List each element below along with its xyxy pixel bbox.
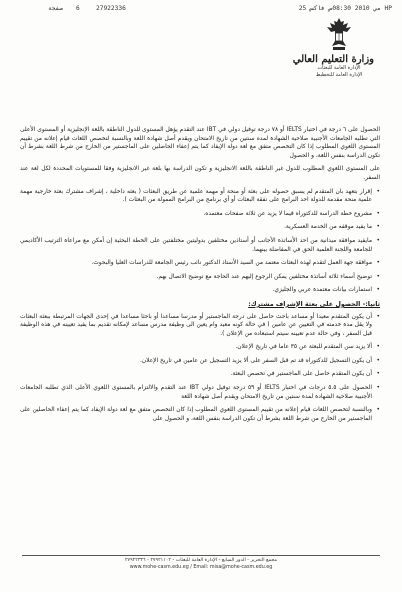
bullet-icon: • xyxy=(376,357,380,364)
list-item-text: موافقة جهة العمل لتقدم لهذه البعثات معتمد من السيد الأستاذ الدكتور نائب رئيس الجامعة للدراسات العليا والبحوث. xyxy=(91,260,372,267)
bullet-icon: • xyxy=(376,287,380,294)
list-item xyxy=(20,237,380,254)
list-item-text: مايفيد موافقة ميدانية من احد الأساتذة الأجانب أو أستاذين مختلفين بدوليتين مختلفتين على الخطة البحثية إن أمكن مع مراعاة الترتيب الأكاديمي للجامعة واللجنة العلمية الحق في المفاضلة بينهما. xyxy=(20,237,372,253)
list-item xyxy=(20,357,380,366)
bullet-icon: • xyxy=(376,371,380,378)
bullet-icon: • xyxy=(376,407,380,414)
bullet-icon: • xyxy=(376,224,380,231)
list-item xyxy=(20,313,380,339)
list-item xyxy=(20,370,380,379)
department-line: الإدارة العامة للبعثات xyxy=(317,65,361,71)
ministry-name: وزارة التعليم العالي xyxy=(292,54,374,65)
list-item-text: الحصول على ٥.٥ درجات في اختبار IELTS أو ٥٩ درجة توفيل دولي IBT عند التقدم والالتزام بالمستوى اللغوي الأعلى الذي تطلبه الجامعات الأجنبية صلاحية الشهادة لمدة سنتين من تاريخ الامتحان ويقدم أصل شهادة اللغة xyxy=(20,385,373,400)
list-item-text: استمارات بيانات معتمدة عربي والجليزي. xyxy=(272,287,372,294)
list-item-text: ألا يزيد سن المتقدم للبعثة عن ٣٥ عاما في تاريخ الإعلان. xyxy=(235,344,372,351)
list-item xyxy=(20,188,380,205)
list-item xyxy=(20,384,380,401)
eagle-emblem-icon xyxy=(324,16,354,52)
list-item-text: مشروع خطة الدراسة للدكتوراه قيما لا يزيد عن ثلاثة صفحات معتمده. xyxy=(203,210,372,217)
list-item-text: أن يكون التسجيل للدكتوراه قد تم قبل السفر على ألا يزيد التسجيل عن عامين في تاريخ الإعلان. xyxy=(139,357,372,364)
list-item xyxy=(20,406,380,423)
list-item xyxy=(20,210,380,219)
document-body xyxy=(20,126,380,428)
list-item-text: توضيح أسماء ثلاثة أساتذة مختلفين يمكن الرجوع إليهم عند الحاجة مع توضيح الاتصال بهم. xyxy=(156,273,372,280)
list-item-text: وبالنسبة لتخصص اللغات قيام إعلانه من تقييم المستوى اللغوي المطلوب إذا كان التخصص متفق مع لغة دولة الإيفاد كما يتم إعفاء الحاصلين على الماجستير من الخارج من شرط اللغة بشرط أن تكون الدراسة بنفس اللغة، و الحصول على xyxy=(20,407,372,422)
paragraph: على المستوى اللغوي المطلوب للدول غير الناطقة باللغة الانجليزية و تكون الدراسة بها بلغة غير الانجليزية وفقا للمستويات المحددة لكل لغة عند السفر. xyxy=(20,166,380,181)
list-item xyxy=(20,343,380,352)
fax-page-number: 6 xyxy=(76,5,80,12)
bullet-icon: • xyxy=(376,385,380,392)
footer-links: www.mohe-casm.edu.eg / Email: misa@mohe-casm.edu.eg xyxy=(129,564,273,570)
bullet-icon: • xyxy=(376,344,380,351)
bullet-icon: • xyxy=(376,237,380,244)
list-item-text: ما يفيد موقفه من الخدمة العسكرية. xyxy=(284,224,372,231)
bullet-icon: • xyxy=(376,313,380,320)
list-item xyxy=(20,223,380,232)
fax-header xyxy=(8,3,396,15)
footer-address: مجمع التحرير - الدور السابع - الإدارة العامة للبعثات - ٢٧٩٢١١٠٢ - ٢٧٩٢٢٣٣٦ xyxy=(124,558,278,563)
fax-info: 25 مي 2010 08:30ص فاكس HP xyxy=(298,5,392,12)
list-item-text: أن يكون المتقدم حاصل على الماجستير في تخصص البعثة. xyxy=(230,371,372,378)
bullet-icon: • xyxy=(376,273,380,280)
department-line: الإدارة العامة للتخطيط xyxy=(315,72,363,78)
fax-number: 27922336 xyxy=(96,5,126,12)
ministry-letterhead xyxy=(292,16,374,106)
list-item xyxy=(20,259,380,268)
list-item xyxy=(20,273,380,282)
letterhead-footer xyxy=(22,555,380,571)
list-item xyxy=(20,286,380,295)
bullet-icon: • xyxy=(376,210,380,217)
list-item-text: أن يكون المتقدم معيدا أو مساعد باحث حاصل على درجة الماجستير أو مدرسا مساعدا أو باحثا مساعدا في إحدى الجهات المرتبطة ببعثة البعثات ولا يقل مدة خدمته في التعيين عن عامين ( في حالة كونه معيد وام يعين الى وظيفة مدرس مساعد لإمكانه تقديم بما يفيد تعيينه في هذه الوظيفة قبل السفر ، وفي حالة عدم تعيينه سيتم استبعاده من الإعلان ). xyxy=(20,313,372,337)
section-heading: ثانيا:- الحصول على بعثة الإشراف مشترك: xyxy=(248,299,380,308)
bullet-icon: • xyxy=(376,188,380,195)
bullet-icon: • xyxy=(376,260,380,267)
paragraph: الحصول على ٦ درجة في اختبار IELTS أو ٧٨ درجة توفيل دولي في IBT عند التقدم يؤهل المستوى للدول الناطقة باللغة الإنجليزية أو المستوى الأعلى التي تطلبه الجامعات الأجنبية صلاحية الشهادة لمده سنتين من تاريخ الامتحان ويقدم أصل شهادة اللغة وبالنسبة لتخصص اللغات قيام إعلانه من تقييم المستوى اللغوي المطلوب إذا كان التخصص متفق مع لغة دولة الإيفاد كما يتم إعفاء الحاصلين على الماجستير من الخارج من شرط اللغة بشرط أن تكون الدراسة بنفس اللغة، و الحصول xyxy=(20,127,381,159)
list-item-text: إقرار بتعهد بان المتقدم لم يسبق حصوله على بعثة أو منحة أو مهمة علمية عن طريق البعثات ( بعثه داخلية ، إشراف مشترك بعثة خارجية مهمة علمية منحة مقدمة للدولة احد البرامج على نفقة البعثات أو أي برنامج من البرامج الممولة من البعثات ). xyxy=(20,188,372,204)
fax-page-label: صفحة xyxy=(48,5,63,12)
